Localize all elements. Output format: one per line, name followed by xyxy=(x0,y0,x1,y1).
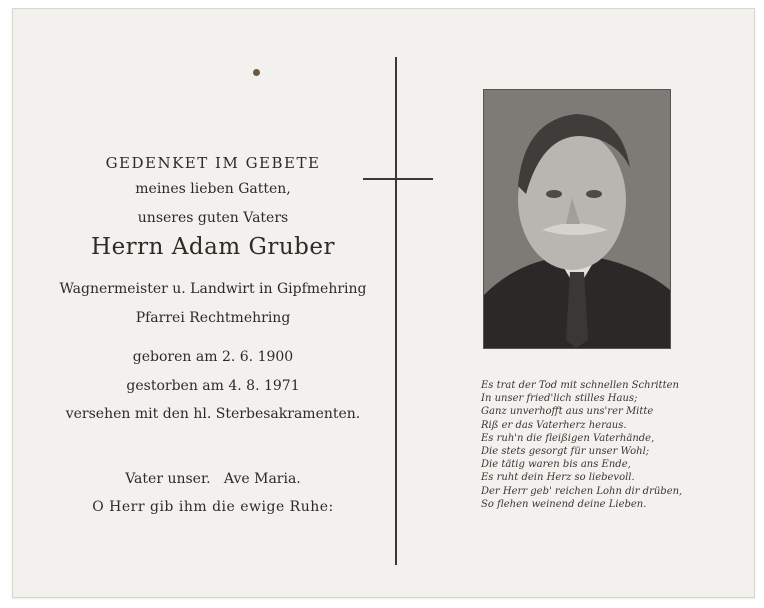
cross-horizontal xyxy=(363,178,433,180)
poem-line: Riß er das Vaterherz heraus. xyxy=(481,419,627,431)
heading: GEDENKET IM GEBETE xyxy=(105,154,321,172)
father-line: unseres guten Vaters xyxy=(137,210,289,226)
poem-line: Es trat der Tod mit schnellen Schritten xyxy=(481,380,679,391)
cross-vertical xyxy=(395,57,397,565)
memorial-card xyxy=(12,8,755,598)
spouse-line: meines lieben Gatten, xyxy=(135,181,291,197)
birth-date: geboren am 2. 6. 1900 xyxy=(132,349,294,365)
poem-line: Der Herr geb' reichen Lohn dir drüben, xyxy=(481,485,683,497)
parish: Pfarrei Rechtmehring xyxy=(135,310,291,326)
poem-line: Die tätig waren bis ans Ende, xyxy=(481,459,631,471)
prayer-line-2: O Herr gib ihm die ewige Ruhe: xyxy=(92,499,334,515)
poem-line: Ganz unverhofft aus uns'rer Mitte xyxy=(481,406,654,418)
poem-line: Es ruh'n die fleißigen Vaterhände, xyxy=(481,432,655,444)
deceased-name: Herrn Adam Gruber xyxy=(91,234,335,260)
poem-line: In unser fried'lich stilles Haus; xyxy=(481,393,638,405)
poem-line: So flehen weinend deine Lieben. xyxy=(481,498,647,510)
death-date: gestorben am 4. 8. 1971 xyxy=(126,378,300,394)
prayer-line-1: Vater unser. Ave Maria. xyxy=(125,471,301,487)
portrait-photo xyxy=(483,89,671,349)
sacraments-line: versehen mit den hl. Sterbesakramenten. xyxy=(65,406,361,422)
poem-line: Es ruht dein Herz so liebevoll. xyxy=(481,472,635,484)
left-text-column xyxy=(53,9,373,597)
occupation: Wagnermeister u. Landwirt in Gipfmehring xyxy=(59,281,367,297)
memorial-poem xyxy=(481,379,751,511)
poem-line: Die stets gesorgt für unser Wohl; xyxy=(481,446,650,458)
